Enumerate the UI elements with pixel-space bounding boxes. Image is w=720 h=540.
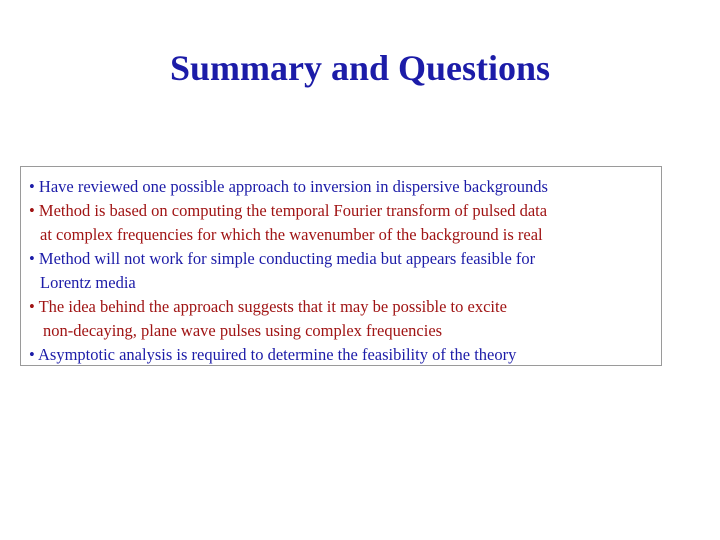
bullet-conducting-media-cont: Lorentz media [40,273,136,292]
summary-text-box [20,166,662,366]
bullet-reviewed-approach: • Have reviewed one possible approach to inversion in dispersive backgrounds [29,177,548,196]
bullet-idea-approach: • The idea behind the approach suggests that it may be possible to excite [29,297,507,316]
bullet-conducting-media: • Method will not work for simple conducting media but appears feasible for [29,249,536,268]
bullet-idea-approach-cont: non-decaying, plane wave pulses using complex frequencies [43,321,443,340]
bullet-method-fourier-cont: at complex frequencies for which the wavenumber of the background is real [40,225,543,244]
bullet-asymptotic-analysis: • Asymptotic analysis is required to determine the feasibility of the theory [29,345,517,364]
slide-title: Summary and Questions [169,48,551,88]
bullet-method-fourier: • Method is based on computing the temporal Fourier transform of pulsed data [29,201,548,220]
